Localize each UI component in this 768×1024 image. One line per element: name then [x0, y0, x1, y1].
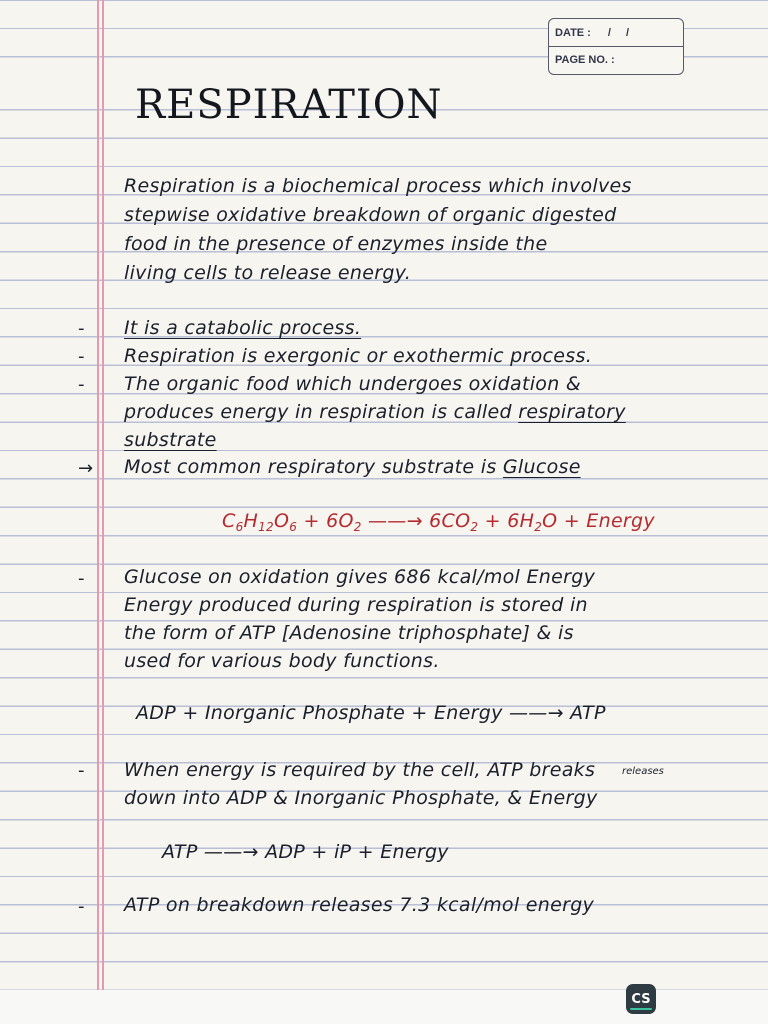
- point-substrate-line2: produces energy in respiration is called respiratory: [124, 401, 626, 423]
- energy-line: Energy produced during respiration is stored in: [124, 594, 588, 616]
- bullet-dash: -: [78, 568, 85, 589]
- energy-release-line: ATP on breakdown releases 7.3 kcal/mol energy: [124, 894, 595, 916]
- date-box: [548, 18, 684, 75]
- date-label: DATE :: [555, 27, 591, 39]
- intro-line: stepwise oxidative breakdown of organic digested: [124, 204, 617, 226]
- bullet-dash: -: [78, 346, 85, 367]
- intro-line: living cells to release energy.: [124, 262, 412, 284]
- camscanner-logo: CS: [626, 984, 656, 1014]
- breakdown-line: When energy is required by the cell, ATP breaks: [124, 759, 596, 781]
- term-substrate: substrate: [124, 429, 217, 451]
- bullet-dash: -: [78, 374, 85, 395]
- atp-synthesis-equation: ADP + Inorganic Phosphate + Energy ——→ ATP: [136, 702, 606, 724]
- intro-line: food in the presence of enzymes inside the: [124, 233, 548, 255]
- energy-line: the form of ATP [Adenosine triphosphate] & is: [124, 622, 574, 644]
- point-substrate-line1: The organic food which undergoes oxidation &: [124, 373, 582, 395]
- atp-breakdown-equation: ATP ——→ ADP + iP + Energy: [162, 841, 449, 863]
- releases-note: releases: [622, 766, 664, 777]
- bullet-dash: -: [78, 760, 85, 781]
- margin-line: [102, 0, 104, 990]
- date-value: / /: [607, 27, 636, 39]
- breakdown-line: down into ADP & Inorganic Phosphate, & Energy: [124, 787, 598, 809]
- energy-line: Glucose on oxidation gives 686 kcal/mol Energy: [124, 566, 596, 588]
- term-respiratory: respiratory: [518, 401, 626, 423]
- point-exergonic: Respiration is exergonic or exothermic process.: [124, 345, 593, 367]
- point-catabolic: It is a catabolic process.: [124, 317, 362, 339]
- margin-line: [97, 0, 99, 990]
- page-number-label: PAGE NO. :: [555, 54, 615, 66]
- bullet-dash: -: [78, 318, 85, 339]
- bullet-arrow: →: [78, 458, 94, 479]
- intro-line: Respiration is a biochemical process which involves: [124, 175, 632, 197]
- page-title: RESPIRATION: [135, 82, 443, 128]
- term-glucose: Glucose: [502, 456, 581, 478]
- bullet-dash: -: [78, 896, 85, 917]
- divider: [549, 46, 683, 47]
- energy-line: used for various body functions.: [124, 650, 440, 672]
- point-glucose: Most common respiratory substrate is Glucose: [124, 456, 581, 478]
- glucose-equation: $C_6H_{12}O_6 + 6O_2$ ——→ $6CO_2 + 6H_2O$ + Energy: [222, 510, 655, 534]
